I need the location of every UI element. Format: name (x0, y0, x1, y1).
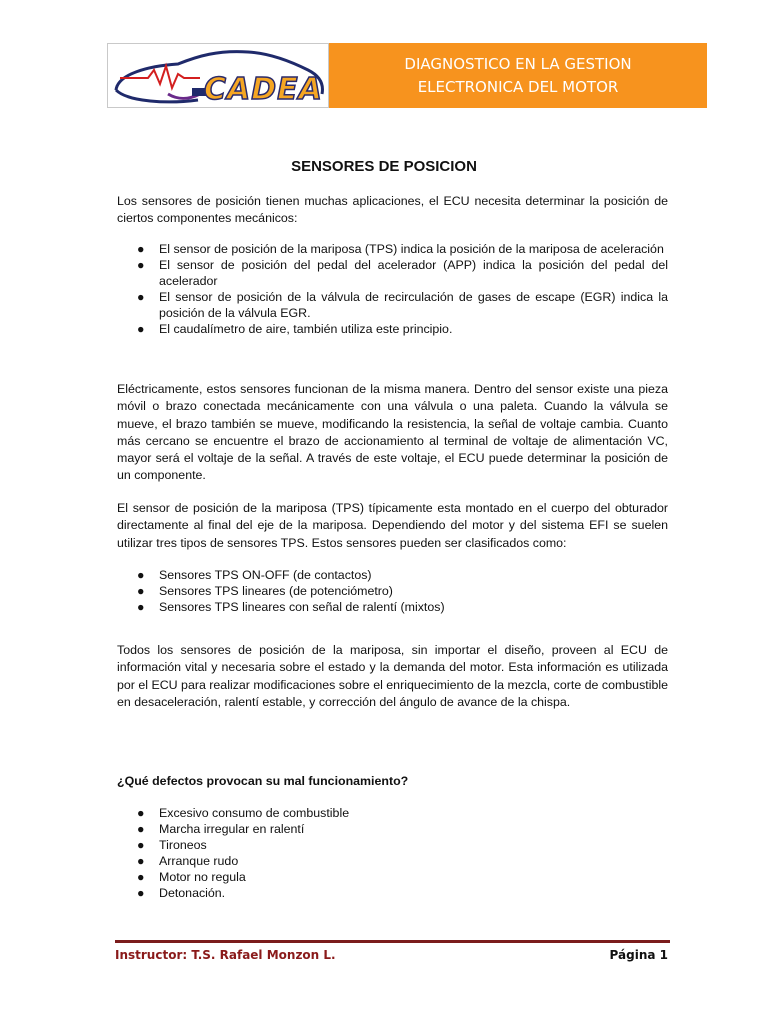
bullet-icon: ● (137, 854, 145, 868)
document-header (107, 43, 707, 108)
bullet-icon: ● (137, 838, 145, 852)
list-item: ● Sensores TPS lineares (de potenciómetro) (137, 584, 393, 598)
footer-page-number: Página 1 (609, 948, 668, 962)
bullet-icon: ● (137, 886, 145, 900)
importance-paragraph: Todos los sensores de posición de la mariposa, sin importar el diseño, proveen al ECU de información vital y necesaria sobre el estado y la demanda del motor. Esta información es utilizada por el ECU para realizar modificaciones sobre el enriquecimiento de la mezcla, corte de combustible en desaceleración, ralentí estable, y corrección del ángulo de avance de la chispa. (117, 643, 668, 709)
list-item: ● Sensores TPS lineares con señal de ralentí (mixtos) (137, 600, 445, 614)
defects-list (117, 805, 668, 901)
intro-paragraph: Los sensores de posición tienen muchas aplicaciones, el ECU necesita determinar la posición de ciertos componentes mecánicos: (117, 194, 668, 226)
list-item: ● Marcha irregular en ralentí (137, 822, 305, 836)
header-title-box (329, 43, 707, 108)
bullet-icon: ● (137, 290, 145, 304)
header-title-line2: ELECTRONICA DEL MOTOR (417, 77, 619, 96)
bullet-icon: ● (137, 870, 145, 884)
cadea-logo (107, 43, 329, 108)
list-item: ● El sensor de posición de la válvula de recirculación de gases de escape (EGR) indica la posición de la válvula EGR. (137, 290, 668, 320)
electrical-paragraph: Eléctricamente, estos sensores funcionan de la misma manera. Dentro del sensor existe una pieza móvil o brazo conectada mecánicamente con una válvula o una paleta. Cuando la válvula se mueve, el brazo también se mueve, modificando la resistencia, la señal de voltaje cambia. Cuanto más cercano se encuentre el brazo de accionamiento al terminal de voltaje de alimentación VC, mayor será el voltaje de la señal. A través de este voltaje, el ECU puede determinar la posición de un componente. (117, 382, 668, 483)
bullet-icon: ● (137, 568, 145, 582)
bullet-icon: ● (137, 822, 145, 836)
applications-list (117, 241, 668, 337)
list-item: ● Excesivo consumo de combustible (137, 806, 350, 820)
list-item: ● Arranque rudo (137, 854, 239, 868)
bullet-icon: ● (137, 322, 145, 336)
list-item: ● Tironeos (137, 838, 207, 852)
bullet-icon: ● (137, 242, 145, 256)
list-item: ● El sensor de posición de la mariposa (TPS) indica la posición de la mariposa de aceleración (137, 242, 664, 256)
bullet-icon: ● (137, 258, 145, 272)
footer-instructor: Instructor: T.S. Rafael Monzon L. (115, 948, 336, 962)
bullet-icon: ● (137, 806, 145, 820)
defects-heading: ¿Qué defectos provocan su mal funcionamiento? (117, 774, 409, 788)
list-item: ● Detonación. (137, 886, 226, 900)
list-item: ● El sensor de posición del pedal del acelerador (APP) indica la posición del pedal del acelerador (137, 258, 668, 288)
header-title-line1: DIAGNOSTICO EN LA GESTION (404, 54, 632, 73)
logo-text: CADEA (204, 72, 323, 107)
list-item: ● Motor no regula (137, 870, 246, 884)
page-title: SENSORES DE POSICION (291, 158, 477, 175)
list-item: ● El caudalímetro de aire, también utiliza este principio. (137, 322, 453, 336)
list-item: ● Sensores TPS ON-OFF (de contactos) (137, 568, 372, 582)
footer-divider (115, 940, 670, 943)
bullet-icon: ● (137, 584, 145, 598)
tps-paragraph: El sensor de posición de la mariposa (TPS) típicamente esta montado en el cuerpo del obturador directamente al final del eje de la mariposa. Dependiendo del motor y del sistema EFI se suelen utilizar tres tipos de sensores TPS. Estos sensores pueden ser clasificados como: (117, 501, 668, 550)
tps-types-list (117, 567, 668, 615)
bullet-icon: ● (137, 600, 145, 614)
